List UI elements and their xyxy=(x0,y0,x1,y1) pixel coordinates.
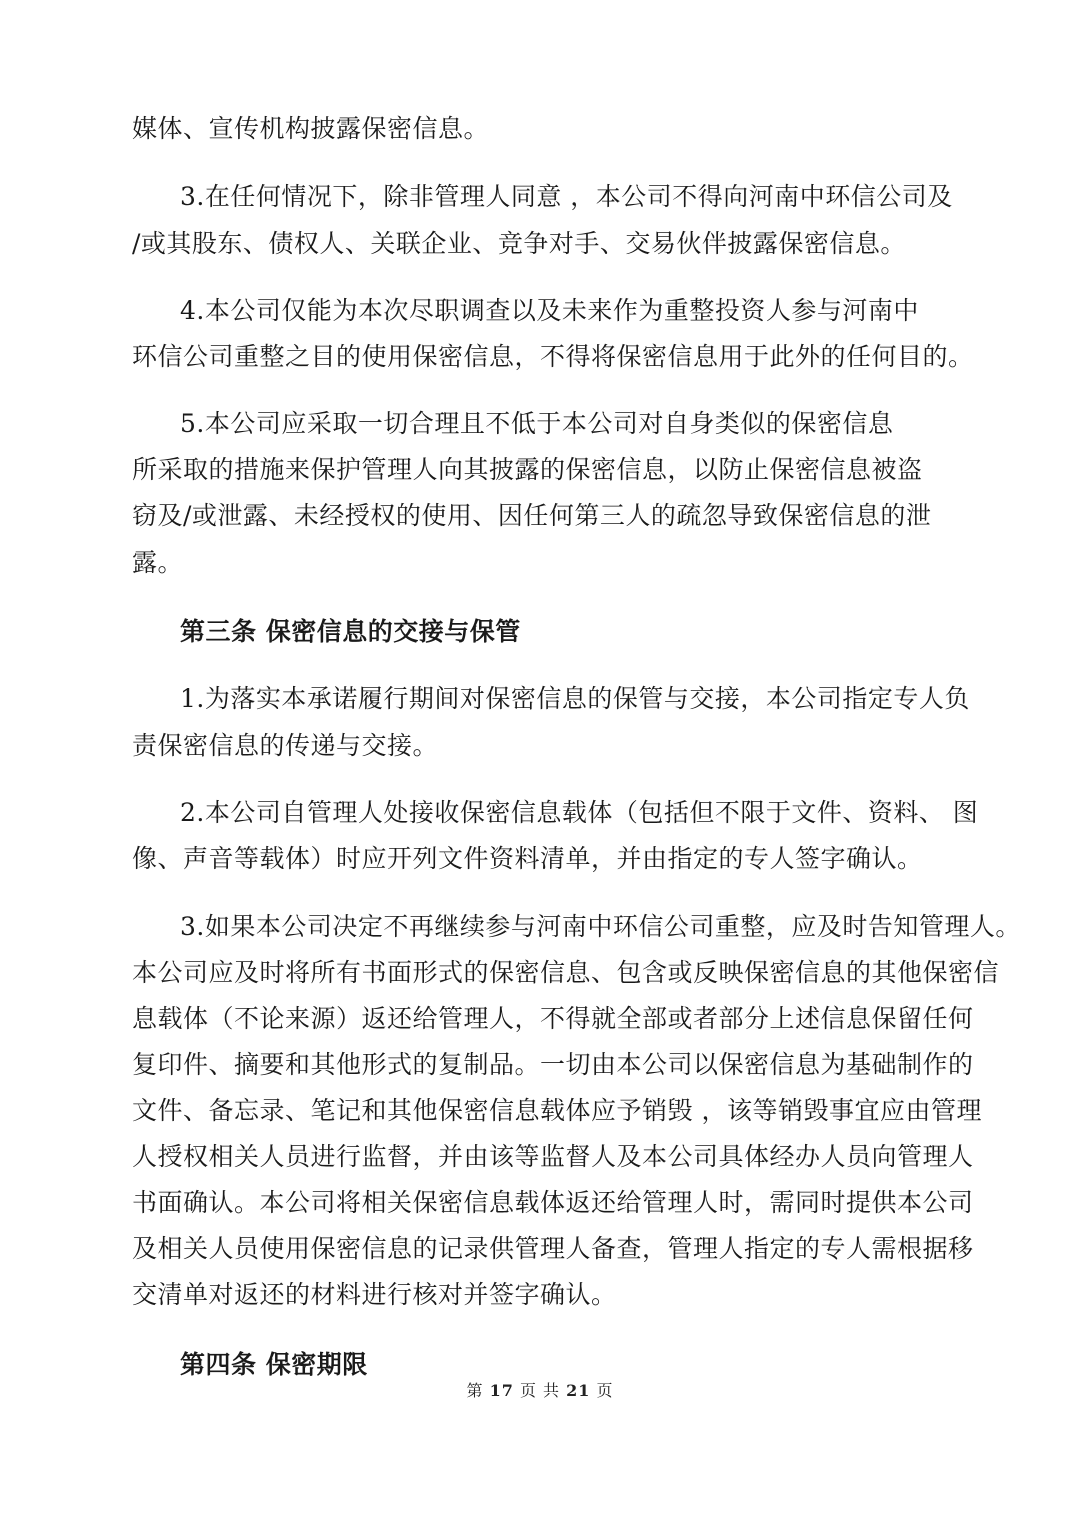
footer-suffix: 页 xyxy=(596,1381,614,1400)
paragraph-line: 息载体（不论来源）返还给管理人，不得就全部或者部分上述信息保留任何 xyxy=(132,1004,974,1033)
paragraph-line: 5.本公司应采取一切合理且不低于本公司对自身类似的保密信息 xyxy=(180,409,894,438)
paragraph-line: 露。 xyxy=(132,548,184,577)
paragraph-line: 及相关人员使用保密信息的记录供管理人备查，管理人指定的专人需根据移 xyxy=(132,1234,974,1263)
paragraph-line: 本公司应及时将所有书面形式的保密信息、包含或反映保密信息的其他保密信 xyxy=(132,958,1000,987)
paragraph-line: 所采取的措施来保护管理人向其披露的保密信息，以防止保密信息被盗 xyxy=(132,455,923,484)
paragraph-line: 书面确认。本公司将相关保密信息载体返还给管理人时，需同时提供本公司 xyxy=(132,1188,974,1217)
footer-prefix: 第 xyxy=(466,1381,484,1400)
paragraph-line: 交清单对返还的材料进行核对并签字确认。 xyxy=(132,1280,617,1309)
paragraph-line: 环信公司重整之目的使用保密信息，不得将保密信息用于此外的任何目的。 xyxy=(132,342,974,371)
section-heading-3: 第三条 保密信息的交接与保管 xyxy=(180,617,521,646)
total-pages-number: 21 xyxy=(566,1381,591,1400)
section-heading-4: 第四条 保密期限 xyxy=(180,1350,368,1379)
paragraph-line: 3.如果本公司决定不再继续参与河南中环信公司重整，应及时告知管理人。 xyxy=(180,912,1021,941)
paragraph-line: 1.为落实本承诺履行期间对保密信息的保管与交接，本公司指定专人负 xyxy=(180,684,970,713)
paragraph-line: 4.本公司仅能为本次尽职调查以及未来作为重整投资人参与河南中 xyxy=(180,296,919,325)
paragraph-line: 3.在任何情况下，除非管理人同意 ，本公司不得向河南中环信公司及 xyxy=(180,182,953,211)
paragraph-line: 媒体、宣传机构披露保密信息。 xyxy=(132,114,490,143)
paragraph-line: 2.本公司自管理人处接收保密信息载体（包括但不限于文件、资料、 图 xyxy=(180,798,979,827)
current-page-number: 17 xyxy=(489,1381,514,1400)
paragraph-line: 文件、备忘录、笔记和其他保密信息载体应予销毁 ，该等销毁事宜应由管理 xyxy=(132,1096,982,1125)
paragraph-line: 责保密信息的传递与交接。 xyxy=(132,731,439,760)
footer-middle: 页 共 xyxy=(519,1381,561,1400)
paragraph-line: 窃及/或泄露、未经授权的使用、因任何第三人的疏忽导致保密信息的泄 xyxy=(132,501,932,530)
page-footer xyxy=(0,1380,1080,1402)
paragraph-line: 人授权相关人员进行监督，并由该等监督人及本公司具体经办人员向管理人 xyxy=(132,1142,974,1171)
paragraph-line: 复印件、摘要和其他形式的复制品。一切由本公司以保密信息为基础制作的 xyxy=(132,1050,974,1079)
paragraph-line: /或其股东、债权人、关联企业、竞争对手、交易伙伴披露保密信息。 xyxy=(132,229,906,258)
paragraph-line: 像、声音等载体）时应开列文件资料清单，并由指定的专人签字确认。 xyxy=(132,844,923,873)
